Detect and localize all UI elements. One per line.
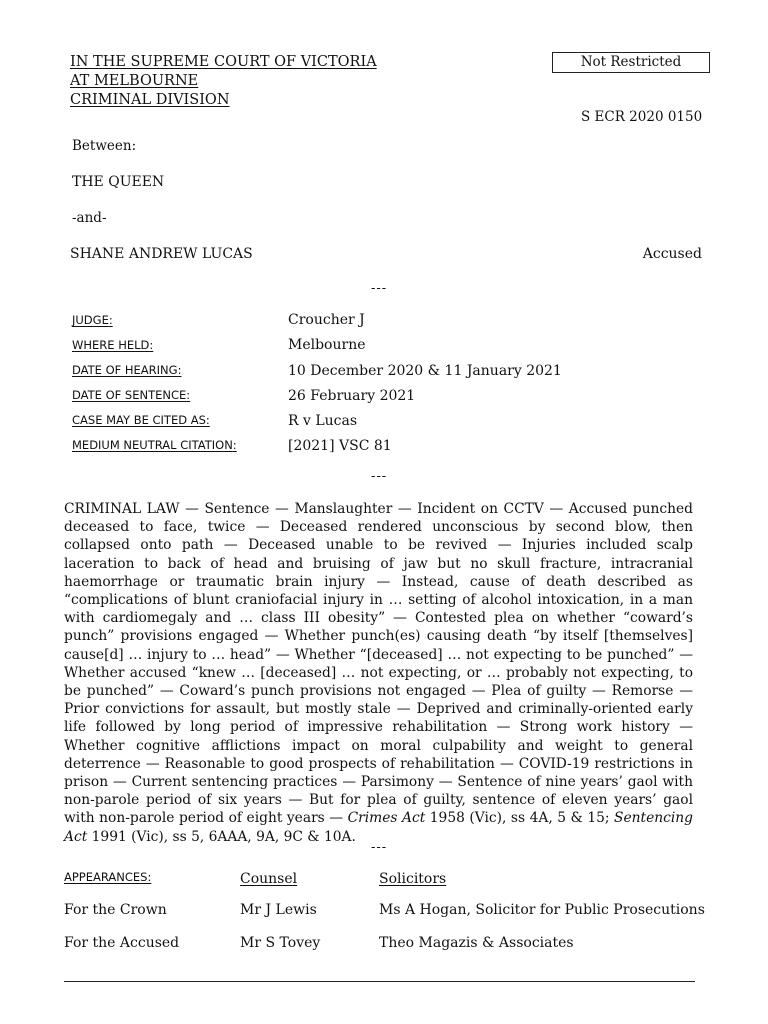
solicitors-header: Solicitors: [379, 871, 447, 887]
crimes-act-title: Crimes Act: [347, 810, 426, 827]
meta-value-judge: Croucher J: [288, 312, 365, 328]
appearance-party-accused: For the Accused: [64, 935, 180, 951]
meta-label-date-of-sentence: DATE OF SENTENCE:: [72, 388, 191, 402]
counsel-header: Counsel: [240, 871, 298, 887]
catchwords-text: CRIMINAL LAW — Sentence — Manslaughter — Incident on CCTV — Accused punched deceased to face, twice — Deceased rendered unconscious by second blow, then collapsed onto path — Deceased unable to be revived — Injuries included scalp laceration to back of head and bruising of jaw but no skull fracture, intracranial haemorrhage or traumatic brain injury — Instead, cause of death described as “complications of blunt craniofacial injury in … setting of alcohol intoxication, in a man with cardiomegaly and … class III obesity” — Contested plea on whether “coward’s punch” provisions engaged — Whether punch(es) causing death “by itself [themselves] cause[d] … injury to … head” — Whether “[deceased] … not expecting to be punched” — Whether accused “knew … [deceased] … not expecting, or … probably not expecting, to be punched” — Coward’s punch provisions not engaged — Plea of guilty — Remorse — Prior convictions for assault, but mostly stale — Deprived and criminally-oriented early life followed by long period of impressive rehabilitation — Strong work history — Whether cognitive afflictions impact on moral culpability and weight to general deterrence — Reasonable to good prospects of rehabilitation — COVID-19 restrictions in prison — Current sentencing practices — Parsimony — Sentence of nine years’ gaol with non-parole period of six years — But for plea of guilty, sentence of eleven years’ gaol with non-parole period of eight years —: [64, 501, 693, 827]
between-label: Between:: [72, 138, 137, 154]
meta-label-judge: JUDGE:: [72, 313, 113, 327]
accused-name: SHANE ANDREW LUCAS: [70, 246, 253, 262]
meta-label-cited-as: CASE MAY BE CITED AS:: [72, 413, 210, 427]
meta-value-where-held: Melbourne: [288, 337, 366, 353]
court-location: AT MELBOURNE: [70, 73, 199, 89]
meta-value-date-of-sentence: 26 February 2021: [288, 388, 416, 404]
appearance-counsel-accused: Mr S Tovey: [240, 935, 321, 951]
crimes-act-sections: 1958 (Vic), ss 4A, 5 & 15;: [429, 810, 610, 827]
restriction-badge: Not Restricted: [552, 52, 710, 73]
appearance-party-crown: For the Crown: [64, 902, 167, 918]
meta-label-date-of-hearing: DATE OF HEARING:: [72, 363, 182, 377]
sentencing-act-title: Sentencing Act: [64, 810, 694, 845]
court-name: IN THE SUPREME COURT OF VICTORIA: [70, 54, 377, 70]
and-separator: -and-: [72, 210, 107, 226]
court-division: CRIMINAL DIVISION: [70, 92, 230, 108]
meta-label-citation: MEDIUM NEUTRAL CITATION:: [72, 438, 237, 452]
accused-role: Accused: [642, 246, 702, 262]
case-number: S ECR 2020 0150: [581, 109, 703, 125]
meta-label-where-held: WHERE HELD:: [72, 338, 154, 352]
meta-value-cited-as: R v Lucas: [288, 413, 358, 429]
section-separator: ---: [371, 281, 388, 296]
appearance-solicitor-crown: Ms A Hogan, Solicitor for Public Prosecutions: [379, 902, 705, 918]
catchwords-paragraph: [64, 500, 693, 846]
meta-value-date-of-hearing: 10 December 2020 & 11 January 2021: [288, 363, 562, 379]
appearances-label: APPEARANCES:: [64, 870, 152, 884]
section-separator: ---: [371, 469, 388, 484]
court-heading: [70, 53, 377, 110]
appearance-solicitor-accused: Theo Magazis & Associates: [379, 935, 574, 951]
sentencing-act-sections: 1991 (Vic), ss 5, 6AAA, 9A, 9C & 10A.: [91, 828, 356, 845]
bottom-divider: [64, 981, 695, 982]
section-separator: ---: [371, 840, 388, 855]
prosecution-party: THE QUEEN: [72, 174, 165, 190]
meta-value-citation: [2021] VSC 81: [288, 438, 392, 454]
appearance-counsel-crown: Mr J Lewis: [240, 902, 317, 918]
